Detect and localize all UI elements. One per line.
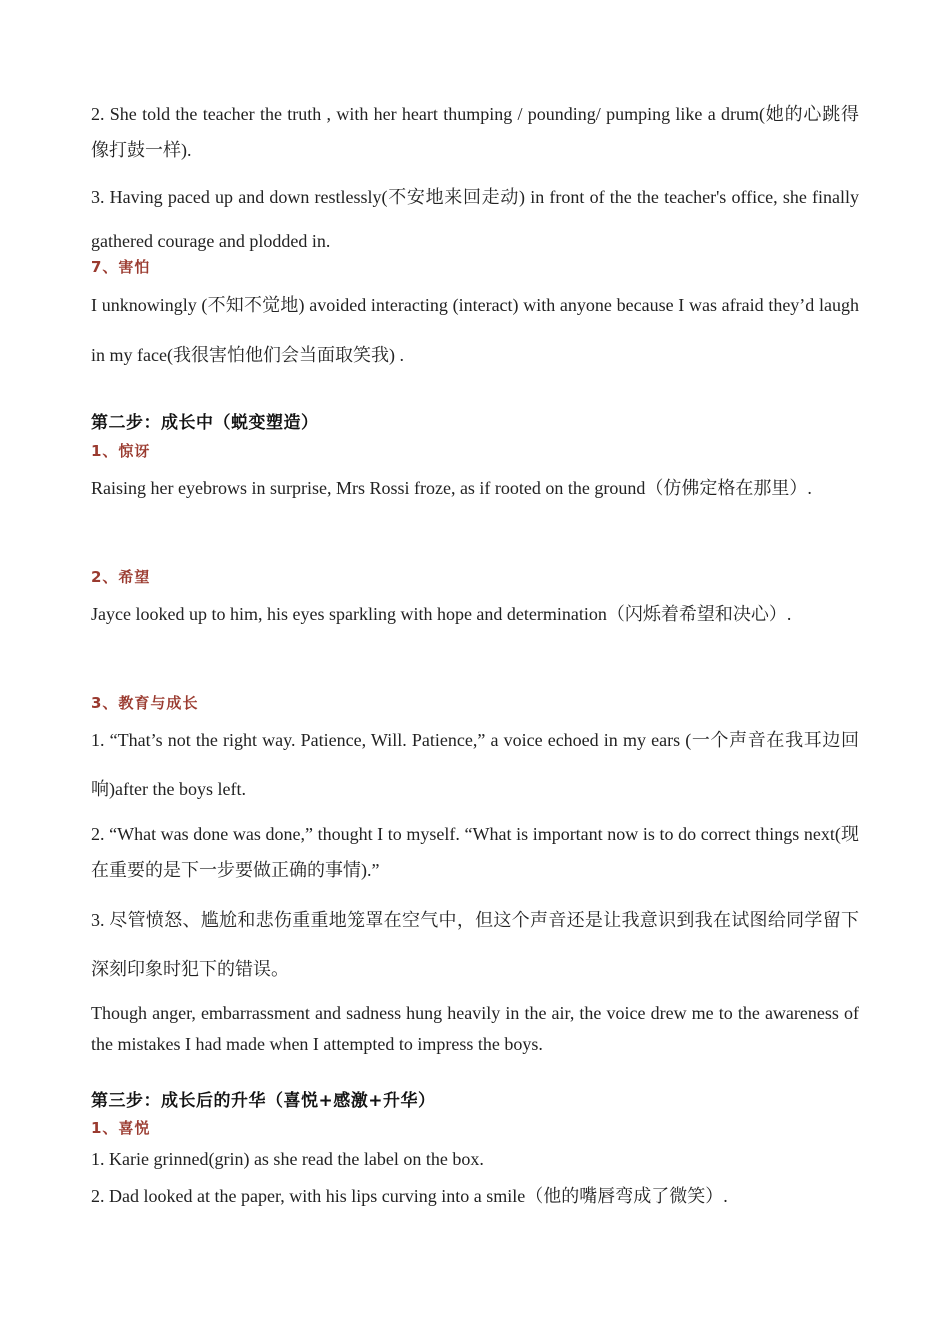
subheading: 2、希望 (91, 568, 151, 586)
subheading: 7、害怕 (91, 258, 151, 276)
example-sentence: Though anger, embarrassment and sadness hung heavily in the air, the voice drew me to the awareness of the mistakes I had made when I attempted to impress the boys. (91, 1003, 859, 1054)
example-sentence: Raising her eyebrows in surprise, Mrs Rossi froze, as if rooted on the ground（仿佛定格在那里）. (91, 478, 812, 498)
subheading: 1、惊讶 (91, 442, 151, 460)
example-sentence: 3. Having paced up and down restlessly(不安地来回走动) in front of the the teacher's office, she finally gathered courage and plodded in. (91, 187, 859, 251)
example-sentence: Jayce looked up to him, his eyes sparkling with hope and determination（闪烁着希望和决心）. (91, 604, 792, 624)
subheading: 1、喜悦 (91, 1119, 151, 1137)
example-sentence: 2. “What was done was done,” thought I to myself. “What is important now is to do correct things next(现在重要的是下一步要做正确的事情).” (91, 824, 859, 880)
section-heading: 第二步：成长中（蜕变塑造） (91, 413, 319, 433)
example-sentence: 2. She told the teacher the truth , with her heart thumping / pounding/ pumping like a drum(她的心跳得像打鼓一样). (91, 104, 859, 160)
section-heading: 第三步：成长后的升华（喜悦+感激+升华） (91, 1091, 436, 1111)
example-sentence: 3. 尽管愤怒、尴尬和悲伤重重地笼罩在空气中，但这个声音还是让我意识到我在试图给同学留下深刻印象时犯下的错误。 (91, 910, 859, 979)
example-sentence: 2. Dad looked at the paper, with his lips curving into a smile（他的嘴唇弯成了微笑）. (91, 1186, 728, 1206)
example-sentence: I unknowingly (不知不觉地) avoided interacting (interact) with anyone because I was afraid they’d laugh in my face(我很害怕他们会当面取笑我) . (91, 295, 859, 365)
example-sentence: 1. Karie grinned(grin) as she read the label on the box. (91, 1149, 484, 1169)
subheading: 3、教育与成长 (91, 694, 199, 712)
example-sentence: 1. “That’s not the right way. Patience, Will. Patience,” a voice echoed in my ears (一个声音在我耳边回响)after the boys left. (91, 730, 859, 799)
